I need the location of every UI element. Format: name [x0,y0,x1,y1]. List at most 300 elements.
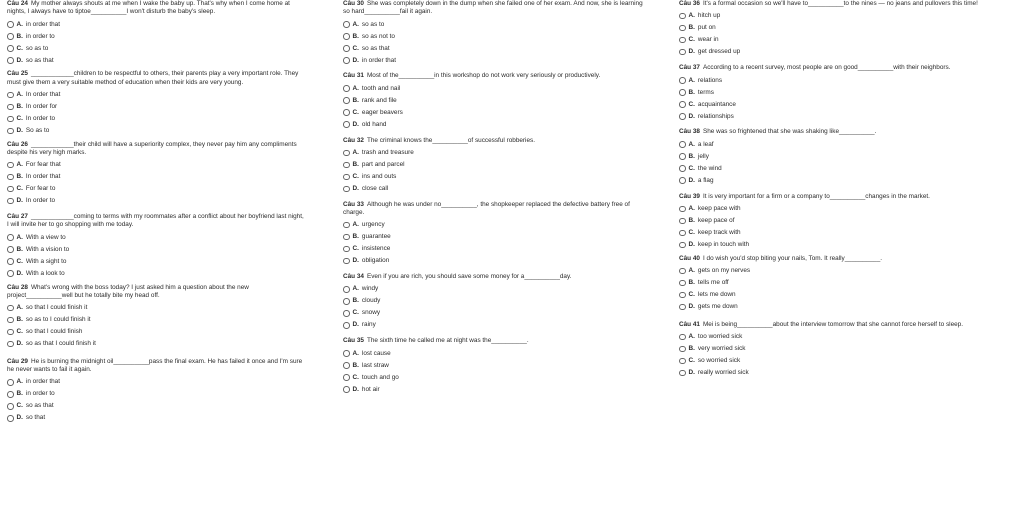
radio-button-icon[interactable] [7,186,14,193]
radio-button-icon[interactable] [7,45,14,52]
radio-button-icon[interactable] [343,362,350,369]
answer-option[interactable] [679,46,979,58]
answer-option[interactable] [7,125,307,137]
radio-button-icon[interactable] [679,153,686,160]
radio-button-icon[interactable] [7,33,14,40]
option-text: close call [361,184,389,192]
radio-button-icon[interactable] [679,113,686,120]
option-text: so as not to [361,32,395,40]
question-text: According to a recent survey, most people are on good__________with their neighbors. [702,64,951,72]
radio-button-icon[interactable] [343,150,350,157]
option-letter: D. [688,48,695,56]
answer-option[interactable] [679,10,979,22]
answer-option[interactable] [679,163,979,175]
option-letter: A. [352,20,359,28]
radio-button-icon[interactable] [7,391,14,398]
column-2 [343,0,643,396]
radio-button-icon[interactable] [679,77,686,84]
question-number: Câu 32 [343,136,364,144]
option-letter: C. [16,114,23,122]
radio-button-icon[interactable] [343,109,350,116]
answer-option[interactable] [7,256,307,268]
question [679,128,979,186]
answer-option[interactable] [679,215,979,227]
option-text: a leaf [697,140,714,148]
answer-option[interactable] [7,18,307,30]
option-text: too worried sick [697,333,743,341]
answer-option[interactable] [343,283,643,295]
option-text: gets me down [697,303,738,311]
answer-option[interactable] [7,314,307,326]
question [7,141,307,207]
radio-button-icon[interactable] [343,286,350,293]
question-text: ____________coming to terms with my roommates after a conflict about her boyfriend last night, I will invite her to go shopping with me today. [7,213,304,229]
answer-option[interactable] [343,159,643,171]
option-text: With a vision to [25,245,70,253]
radio-button-icon[interactable] [679,177,686,184]
option-text: windy [361,285,379,293]
answer-option[interactable] [679,301,979,313]
answer-option[interactable] [343,384,643,396]
radio-button-icon[interactable] [7,162,14,169]
answer-option[interactable] [343,95,643,107]
option-text: so that I could finish it [25,304,88,312]
radio-button-icon[interactable] [343,174,350,181]
question-stem [679,193,979,203]
answer-option[interactable] [679,34,979,46]
answer-option[interactable] [343,231,643,243]
radio-button-icon[interactable] [343,246,350,253]
option-text: In order to [25,114,56,122]
question-text: It is very important for a firm or a company to__________changes in the market. [702,192,930,200]
radio-button-icon[interactable] [343,222,350,229]
radio-button-icon[interactable] [343,33,350,40]
question-stem [679,0,979,10]
radio-button-icon[interactable] [7,403,14,410]
option-text: in order to [25,390,55,398]
answer-option[interactable] [679,22,979,34]
answer-option[interactable] [7,101,307,113]
question-text: He is burning the midnight oil__________pass the final exam. He has failed it once and I'm sure he never wants to fail it again. [7,357,303,374]
option-text: so as that I could finish it [25,340,96,348]
option-letter: C. [16,44,23,52]
radio-button-icon[interactable] [343,234,350,241]
question-stem [7,141,307,159]
answer-option[interactable] [343,307,643,319]
option-letter: B. [352,160,359,168]
radio-button-icon[interactable] [679,25,686,32]
option-text: urgency [361,221,385,229]
radio-button-icon[interactable] [679,165,686,172]
answer-option[interactable] [343,18,643,30]
answer-option[interactable] [679,355,979,367]
option-letter: D. [352,321,359,329]
radio-button-icon[interactable] [7,415,14,422]
answer-option[interactable] [679,151,979,163]
answer-option[interactable] [679,227,979,239]
option-letter: A. [16,233,23,241]
answer-option[interactable] [7,338,307,350]
radio-button-icon[interactable] [7,246,14,253]
question-stem [7,358,307,376]
answer-option[interactable] [679,331,979,343]
question-stem [679,321,979,331]
radio-button-icon[interactable] [679,13,686,20]
answer-option[interactable] [343,83,643,95]
radio-button-icon[interactable] [679,292,686,299]
radio-button-icon[interactable] [343,21,350,28]
question-stem [343,72,643,82]
option-text: hitch up [697,12,721,20]
answer-option[interactable] [7,376,307,388]
answer-option[interactable] [679,98,979,110]
radio-button-icon[interactable] [7,341,14,348]
option-text: In order that [25,173,61,181]
answer-option[interactable] [679,175,979,187]
radio-button-icon[interactable] [343,298,350,305]
option-letter: B. [688,216,695,224]
question-text: I do wish you'd stop biting your nails, Tom. It really__________. [702,254,883,262]
radio-button-icon[interactable] [343,350,350,357]
radio-button-icon[interactable] [679,141,686,148]
option-letter: B. [352,297,359,305]
option-letter: A. [352,285,359,293]
option-text: snowy [361,309,381,317]
radio-button-icon[interactable] [7,128,14,135]
answer-option[interactable] [679,277,979,289]
radio-button-icon[interactable] [679,334,686,341]
option-text: keep pace of [697,216,735,224]
option-letter: B. [16,245,23,253]
option-letter: A. [688,333,695,341]
option-text: so as to [361,20,385,28]
question-stem [343,0,643,18]
question-stem [679,255,979,265]
question-number: Câu 26 [7,140,28,148]
option-text: the wind [697,164,722,172]
option-letter: C. [352,373,359,381]
answer-option[interactable] [343,219,643,231]
option-text: touch and go [361,373,399,381]
answer-option[interactable] [7,388,307,400]
answer-option[interactable] [343,147,643,159]
answer-option[interactable] [343,119,643,131]
option-letter: B. [352,32,359,40]
question [679,64,979,122]
option-letter: D. [352,385,359,393]
option-text: trash and treasure [361,148,414,156]
radio-button-icon[interactable] [7,21,14,28]
option-letter: D. [16,56,23,64]
option-text: For fear that [25,161,61,169]
option-letter: C. [352,245,359,253]
option-text: wear in [697,36,719,44]
option-letter: B. [16,316,23,324]
radio-button-icon[interactable] [7,379,14,386]
radio-button-icon[interactable] [343,121,350,128]
question-text: The criminal knows the__________of successful robberies. [366,136,535,144]
answer-option[interactable] [7,400,307,412]
option-letter: D. [16,414,23,422]
answer-option[interactable] [343,348,643,360]
radio-button-icon[interactable] [7,305,14,312]
option-letter: C. [352,309,359,317]
question [7,213,307,279]
answer-option[interactable] [343,42,643,54]
option-letter: B. [352,96,359,104]
radio-button-icon[interactable] [679,206,686,213]
radio-button-icon[interactable] [7,104,14,111]
radio-button-icon[interactable] [7,198,14,205]
answer-option[interactable] [679,203,979,215]
answer-option[interactable] [343,54,643,66]
radio-button-icon[interactable] [343,97,350,104]
option-letter: D. [352,184,359,192]
answer-option[interactable] [343,255,643,267]
radio-button-icon[interactable] [343,310,350,317]
question [343,337,643,395]
answer-option[interactable] [7,268,307,280]
answer-option[interactable] [7,113,307,125]
option-letter: C. [16,257,23,265]
option-text: in order that [25,378,61,386]
option-letter: D. [688,112,695,120]
answer-option[interactable] [679,367,979,379]
question-stem [343,201,643,219]
option-text: ins and outs [361,172,397,180]
question-text: It's a formal occasion so we'll have to__________to the nines — no jeans and pullovers this time! [702,0,978,7]
radio-button-icon[interactable] [343,85,350,92]
answer-option[interactable] [679,239,979,251]
option-text: in order that [361,56,397,64]
radio-button-icon[interactable] [343,374,350,381]
option-text: in order to [25,32,55,40]
answer-option[interactable] [343,107,643,119]
option-text: eager beavers [361,108,403,116]
question [343,201,643,267]
question [343,273,643,331]
question-number: Câu 29 [7,357,28,365]
option-letter: B. [352,233,359,241]
answer-option[interactable] [343,372,643,384]
option-letter: B. [16,102,23,110]
option-letter: A. [16,161,23,169]
radio-button-icon[interactable] [679,280,686,287]
option-letter: B. [16,390,23,398]
radio-button-icon[interactable] [7,258,14,265]
answer-option[interactable] [7,42,307,54]
option-text: keep track with [697,228,741,236]
option-letter: B. [688,279,695,287]
option-text: lets me down [697,291,736,299]
radio-button-icon[interactable] [7,174,14,181]
radio-button-icon[interactable] [343,186,350,193]
question-text: Most of the__________in this workshop do not work very seriously or productively. [366,72,601,80]
option-text: so that [25,414,46,422]
radio-button-icon[interactable] [7,92,14,99]
radio-button-icon[interactable] [343,258,350,265]
answer-option[interactable] [343,243,643,255]
option-text: obligation [361,257,390,265]
question-number: Câu 25 [7,70,28,78]
radio-button-icon[interactable] [7,116,14,123]
answer-option[interactable] [343,183,643,195]
answer-option[interactable] [7,159,307,171]
option-text: rank and file [361,96,397,104]
option-letter: B. [688,345,695,353]
option-text: terms [697,88,714,96]
answer-option[interactable] [7,302,307,314]
radio-button-icon[interactable] [343,45,350,52]
option-letter: D. [352,120,359,128]
answer-option[interactable] [7,89,307,101]
question-number: Câu 37 [679,64,700,72]
option-text: so worried sick [697,357,741,365]
option-letter: C. [352,108,359,116]
answer-option[interactable] [679,86,979,98]
option-letter: D. [688,369,695,377]
question-text: Although he was under no__________, the shopkeeper replaced the defective battery free of charge. [343,200,630,216]
answer-option[interactable] [7,326,307,338]
option-text: keep pace with [697,204,741,212]
question-number: Câu 33 [343,200,364,208]
answer-option[interactable] [7,30,307,42]
radio-button-icon[interactable] [679,358,686,365]
answer-option[interactable] [679,289,979,301]
answer-option[interactable] [679,110,979,122]
option-letter: D. [16,269,23,277]
radio-button-icon[interactable] [343,57,350,64]
answer-option[interactable] [7,244,307,256]
question-stem [343,273,643,283]
option-letter: C. [352,172,359,180]
radio-button-icon[interactable] [679,37,686,44]
answer-option[interactable] [7,232,307,244]
option-letter: D. [688,303,695,311]
answer-option[interactable] [343,171,643,183]
option-text: tooth and nail [361,84,401,92]
answer-option[interactable] [679,265,979,277]
option-letter: D. [16,126,23,134]
question-text: My mother always shouts at me when I wake the baby up. That's why when I come home at nights, I always have to tiptoe__________I won't disturb the baby's sleep. [7,0,290,16]
option-text: a flag [697,176,714,184]
option-text: cloudy [361,297,381,305]
question-number: Câu 36 [679,0,700,7]
option-letter: A. [16,304,23,312]
radio-button-icon[interactable] [679,304,686,311]
option-text: In order that [25,90,61,98]
question [343,0,643,66]
answer-option[interactable] [679,343,979,355]
option-letter: B. [16,32,23,40]
option-text: In order to [25,197,56,205]
question [343,137,643,195]
option-text: so as that [25,402,54,410]
question-text: What's wrong with the boss today? I just asked him a question about the new project__________well but he totally bite my head off. [7,283,249,299]
question [7,0,307,66]
option-letter: A. [352,148,359,156]
radio-button-icon[interactable] [679,218,686,225]
radio-button-icon[interactable] [343,162,350,169]
option-text: relations [697,76,723,84]
option-text: last straw [361,361,389,369]
radio-button-icon[interactable] [679,268,686,275]
radio-button-icon[interactable] [679,101,686,108]
question [679,0,979,58]
option-text: acquaintance [697,100,736,108]
option-text: old hand [361,120,387,128]
answer-option[interactable] [7,183,307,195]
question-stem [7,284,307,302]
question-text: ____________their child will have a superiority complex, they never pay him any compliments despite his very high marks. [7,140,297,156]
answer-option[interactable] [343,295,643,307]
question-stem [679,64,979,74]
option-text: guarantee [361,233,391,241]
option-letter: B. [688,152,695,160]
option-letter: A. [688,204,695,212]
option-text: rainy [361,321,376,329]
option-letter: C. [688,357,695,365]
column-3 [679,0,979,379]
radio-button-icon[interactable] [679,370,686,377]
answer-option[interactable] [343,319,643,331]
question-number: Câu 24 [7,0,28,7]
question [7,358,307,424]
radio-button-icon[interactable] [7,270,14,277]
question-number: Câu 40 [679,254,700,262]
answer-option[interactable] [7,195,307,207]
option-letter: B. [688,24,695,32]
answer-option[interactable] [679,139,979,151]
radio-button-icon[interactable] [7,234,14,241]
option-letter: A. [688,267,695,275]
answer-option[interactable] [7,54,307,66]
option-text: For fear to [25,185,56,193]
answer-option[interactable] [7,412,307,424]
option-letter: A. [16,90,23,98]
option-text: so as that [25,56,54,64]
radio-button-icon[interactable] [343,386,350,393]
question [679,255,979,313]
option-text: keep in touch with [697,240,750,248]
radio-button-icon[interactable] [679,230,686,237]
option-letter: D. [688,176,695,184]
radio-button-icon[interactable] [679,242,686,249]
question-text: The sixth time he called me at night was the__________. [366,337,529,345]
option-letter: C. [688,291,695,299]
radio-button-icon[interactable] [343,322,350,329]
radio-button-icon[interactable] [679,346,686,353]
answer-option[interactable] [343,360,643,372]
radio-button-icon[interactable] [679,89,686,96]
answer-option[interactable] [343,30,643,42]
radio-button-icon[interactable] [7,329,14,336]
radio-button-icon[interactable] [679,49,686,56]
option-text: With a view to [25,233,66,241]
option-letter: C. [16,402,23,410]
option-text: very worried sick [697,345,746,353]
option-text: put on [697,24,716,32]
option-text: so that I could finish [25,328,83,336]
option-letter: B. [688,88,695,96]
column-1 [7,0,307,424]
radio-button-icon[interactable] [7,317,14,324]
answer-option[interactable] [679,74,979,86]
option-letter: C. [688,36,695,44]
answer-option[interactable] [7,171,307,183]
radio-button-icon[interactable] [7,57,14,64]
question-number: Câu 27 [7,213,28,221]
